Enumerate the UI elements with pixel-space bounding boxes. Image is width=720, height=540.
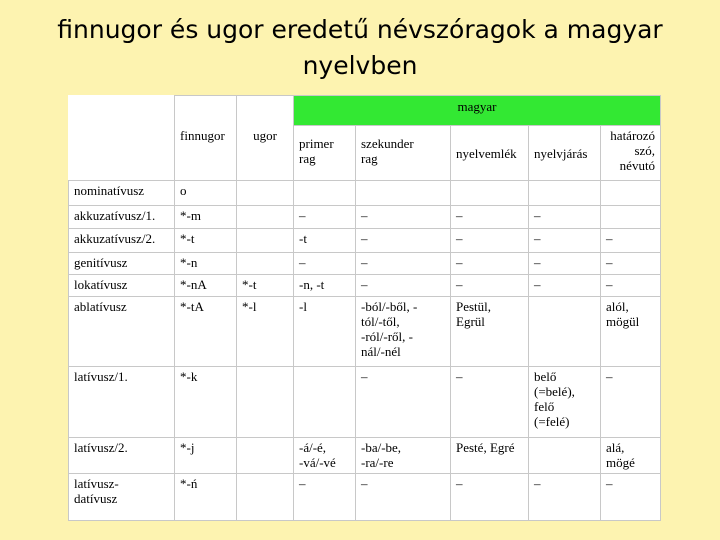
cell-nyelvjaras: – — [529, 206, 601, 229]
cell-nyelvjaras — [529, 297, 601, 367]
header-magyar: magyar — [294, 96, 661, 126]
cell-ugor — [237, 181, 294, 206]
cell-finnugor: *-tA — [175, 297, 237, 367]
cell-nyelvemlek: – — [451, 367, 529, 438]
cell-primer: -n, -t — [294, 275, 356, 297]
cell-ugor — [237, 206, 294, 229]
corner-cell — [69, 96, 175, 181]
header-nyelvemlek: nyelvemlék — [451, 126, 529, 181]
cell-hatarozo: alól, mögül — [601, 297, 661, 367]
cell-szekunder: -ba/-be, -ra/-re — [356, 438, 451, 474]
cell-szekunder: – — [356, 367, 451, 438]
cell-szekunder: – — [356, 474, 451, 521]
table-row — [69, 181, 661, 206]
page-title: finnugor és ugor eredetű névszóragok a magyar nyelvben — [57, 15, 663, 80]
cell-ugor — [237, 438, 294, 474]
cell-szekunder — [356, 181, 451, 206]
cell-ugor — [237, 367, 294, 438]
cell-finnugor: *-ń — [175, 474, 237, 521]
case-suffix-table-wrapper — [68, 95, 660, 520]
cell-primer: – — [294, 253, 356, 275]
header-hatarozo: határozó szó, névutó — [601, 126, 661, 181]
cell-nyelvemlek: – — [451, 474, 529, 521]
row-label: akkuzatívusz/1. — [69, 206, 175, 229]
cell-nyelvemlek: – — [451, 229, 529, 253]
cell-primer — [294, 367, 356, 438]
cell-nyelvjaras: – — [529, 474, 601, 521]
cell-hatarozo — [601, 181, 661, 206]
cell-nyelvjaras: – — [529, 275, 601, 297]
header-szekunder: szekunder rag — [356, 126, 451, 181]
cell-hatarozo — [601, 206, 661, 229]
header-primer: primer rag — [294, 126, 356, 181]
cell-nyelvjaras — [529, 181, 601, 206]
cell-nyelvjaras: – — [529, 229, 601, 253]
row-label: latívusz/1. — [69, 367, 175, 438]
cell-ugor: *-t — [237, 275, 294, 297]
cell-primer: -á/-é, -vá/-vé — [294, 438, 356, 474]
cell-nyelvemlek — [451, 181, 529, 206]
cell-szekunder: -ból/-ből, - tól/-től, -ról/-ről, - nál/-nél — [356, 297, 451, 367]
row-label: nominatívusz — [69, 181, 175, 206]
table-row — [69, 367, 661, 438]
header-finnugor: finnugor — [175, 96, 237, 181]
cell-nyelvjaras: – — [529, 253, 601, 275]
cell-szekunder: – — [356, 229, 451, 253]
table-row — [69, 229, 661, 253]
header-nyelvjaras: nyelvjárás — [529, 126, 601, 181]
row-label: ablatívusz — [69, 297, 175, 367]
cell-finnugor: *-nA — [175, 275, 237, 297]
cell-finnugor: *-t — [175, 229, 237, 253]
cell-nyelvemlek: – — [451, 206, 529, 229]
cell-finnugor: o — [175, 181, 237, 206]
cell-nyelvemlek: – — [451, 253, 529, 275]
cell-finnugor: *-k — [175, 367, 237, 438]
cell-ugor — [237, 229, 294, 253]
case-suffix-table — [68, 95, 661, 521]
cell-szekunder: – — [356, 253, 451, 275]
cell-szekunder: – — [356, 206, 451, 229]
row-label: genitívusz — [69, 253, 175, 275]
cell-primer — [294, 181, 356, 206]
cell-primer: – — [294, 206, 356, 229]
table-row — [69, 206, 661, 229]
cell-nyelvemlek: Pesté, Egré — [451, 438, 529, 474]
row-label: latívusz- datívusz — [69, 474, 175, 521]
cell-nyelvemlek: Pestül, Egrül — [451, 297, 529, 367]
table-row — [69, 253, 661, 275]
cell-finnugor: *-n — [175, 253, 237, 275]
cell-hatarozo: – — [601, 474, 661, 521]
cell-hatarozo: – — [601, 253, 661, 275]
row-label: akkuzatívusz/2. — [69, 229, 175, 253]
cell-primer: – — [294, 474, 356, 521]
cell-finnugor: *-m — [175, 206, 237, 229]
cell-hatarozo: – — [601, 229, 661, 253]
table-row — [69, 297, 661, 367]
table-row — [69, 474, 661, 521]
cell-ugor: *-l — [237, 297, 294, 367]
table-row — [69, 275, 661, 297]
header-row-group — [69, 96, 661, 126]
cell-primer: -l — [294, 297, 356, 367]
cell-nyelvjaras — [529, 438, 601, 474]
cell-primer: -t — [294, 229, 356, 253]
cell-nyelvemlek: – — [451, 275, 529, 297]
row-label: lokatívusz — [69, 275, 175, 297]
cell-ugor — [237, 474, 294, 521]
cell-hatarozo: alá, mögé — [601, 438, 661, 474]
cell-szekunder: – — [356, 275, 451, 297]
row-label: latívusz/2. — [69, 438, 175, 474]
cell-finnugor: *-j — [175, 438, 237, 474]
header-ugor: ugor — [237, 96, 294, 181]
cell-nyelvjaras: belő (=belé), felő (=felé) — [529, 367, 601, 438]
cell-ugor — [237, 253, 294, 275]
table-row — [69, 438, 661, 474]
cell-hatarozo: – — [601, 367, 661, 438]
cell-hatarozo: – — [601, 275, 661, 297]
